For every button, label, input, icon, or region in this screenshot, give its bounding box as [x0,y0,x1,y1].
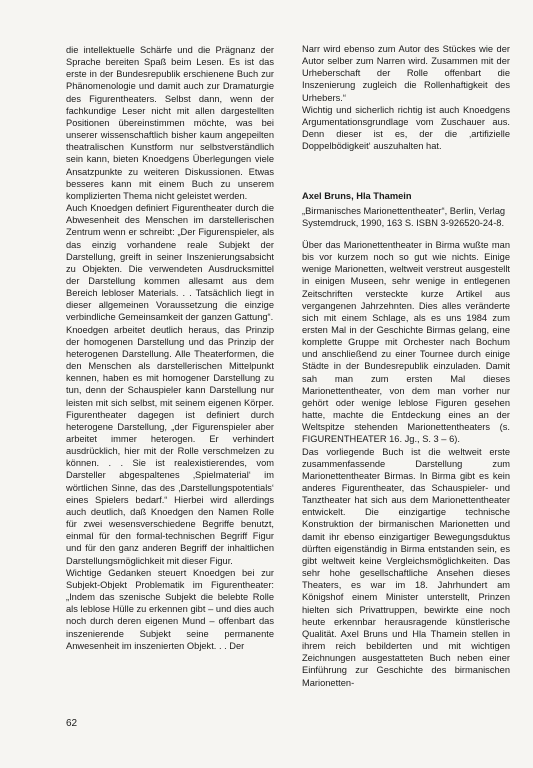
page-number: 62 [66,718,78,729]
review-heading: Axel Bruns, Hla Thamein [302,191,412,202]
left-paragraph-1: die intellektuelle Schärfe und die Prägnanz der Sprache bereiten Spaß beim Lesen. Es ist das erste in der Bundesrepublik erschienene Buch zur Phänomenologie und damit auch zur Dramaturgie des Figurentheaters. Selbst dann, wenn der fachkundige Leser nicht mit allen dargestellten Positionen übereinstimmen möchte, was bei unserer wissenschaftlich bisher kaum angepeilten theatralischen Kunstform nur selbstverständlich sein kann, bieten Knoedgens Überlegungen viele Ansatzpunkte zu weiteren Diskussionen. Etwas besseres kann mit einem Buch zu unserem komplizierten Thema nicht geleistet werden. [66,45,274,201]
right-paragraph-1: Narr wird ebenso zum Autor des Stückes wie der Autor selber zum Narren wird. Zusammen mit der Urheberschaft der Rolle offenbart die Inszenierung zugleich die Rollenhaftigkeit des Urhebers.“ [302,44,510,103]
left-paragraph-3: Knoedgen arbeitet deutlich heraus, das Prinzip der homogenen Darstellung und das Prinzip der heterogenen Darstellung. Alle Theaterformen, die den Menschen als darstellerischen Mittelpunkt kennen, haben es mit homogener Darstellung zu tun, denn der Schauspieler kann Darstellung nur leisten mit sich selbst, mit seinem eigenen Körper. Figurentheater dagegen ist definiert durch heterogene Darstellung, „der Figurenspieler aber arbeitet immer heterogen. Er verhindert ausdrücklich, hier mit der Rolle verschmelzen zu können. . . Sie ist realexistierendes, vom Darsteller abgespaltenes ‚Spielmaterial‘ im wörtlichen Sinne, das des ‚Darstellungspotentials‘ eines Spielers bedarf.“ Hierbei wird allerdings auch deutlich, daß Knoedgen den Namen Rolle für zwei wesensverschiedene Begriffe benutzt, einmal für den formal-technischen Begriff Figur und für den ganz anderen Begriff der inhaltlichen Darstellungsmöglichkeit mit dieser Figur. [66,324,274,566]
review-paragraph-2: Das vorliegende Buch ist die weltweit erste zusammenfassende Darstellung zum Marionettentheater Birmas. In Birma gibt es kein anderes Figurentheater, das Schauspieler- und Tanztheater hat sich aus dem Marionettentheater entwickelt. Die einzigartige technische Konstruktion der birmanischen Marionetten und damit ihr ebenso einzigartiger Bewegungsduktus dürften eigenständig in Birma entstanden sein, es gibt weltweit keine Vergleichsmöglichkeiten. Das sehr hohe gesellschaftliche Ansehen dieses Theaters, es war im 18. Jahrhundert am Königshof einem Minister unterstellt, Prinzen hielten sich Privattruppen, bewirkte eine noch heute erkennbar herausragende künstlerische Qualität. Axel Bruns und Hla Thamein stellen in ihrem reich bebilderten und mit wichtigen Zeichnungen ausgestatteten Buch neben einer Einführung zur Geschichte des birmanischen Marionetten- [302,446,510,688]
right-column [302,43,510,689]
left-column [66,44,274,652]
right-paragraph-2: Wichtig und sicherlich richtig ist auch Knoedgens Argumentationsgrundlage vom Zuschauer aus. Denn dieser ist es, der die ‚artifizielle Doppelbödigkeit‘ auszuhalten hat. [302,104,510,152]
review-bibliography: „Birmanisches Marionettentheater“, Berlin, Verlag Systemdruck, 1990, 163 S. ISBN 3-926520-24-8. [302,205,506,228]
review-paragraph-1: Über das Marionettentheater in Birma wußte man bis vor kurzem noch so gut wie nichts. Einige wenige Marionetten, weltweit verstreut ausgestellt in einigen Museen, sehr wenige in entlegenen Zeitschriften versteckte kurze Artikel aus vergangenen Jahrzehnten. Dies alles veränderte sich mit einem Schlage, als es uns 1984 zum ersten Mal in der Geschichte Birmas gelang, eine komplette Gruppe mit Orchester nach Bochum und anschließend zu einer Tournee durch einige Städte in der Bundesrepublik einzuladen. Damit sah man zum ersten Mal dieses Marionettentheater, von dem man vorher nur gehört oder wenige leblose Figuren gesehen hatte, machte die Entdeckung eines an der Weltspitze stehenden Marionettentheaters (s. FIGURENTHEATER 16. Jg., S. 3 – 6). [302,239,510,445]
left-paragraph-2: Auch Knoedgen definiert Figurentheater durch die Abwesenheit des Menschen im darstellerischen Zentrum wenn er schreibt: „Der Figurenspieler, als das einzig vorhandene reale Subjekt der Darstellung, greift in seiner Inszenierungsabsicht zu Objekten. Die verwendeten Ausdrucksmittel der Darstellung kommen allesamt aus dem Bereich lebloser Materials. . . Tatsächlich liegt in dieser allgemeinen Voraussetzung die einzige verbindliche Gemeinsamkeit der ganzen Gattung“. [66,203,274,323]
left-paragraph-4: Wichtige Gedanken steuert Knoedgen bei zur Subjekt-Objekt Problematik im Figurentheater: „Indem das szenische Subjekt die belebte Rolle als leblose Hülle zu erkennen gibt – und dies auch noch durch deren eigenen Mund – offenbart das inszenierende Subjekt seine permanente Anwesenheit im inszenierten Objekt. . . Der [66,567,274,651]
